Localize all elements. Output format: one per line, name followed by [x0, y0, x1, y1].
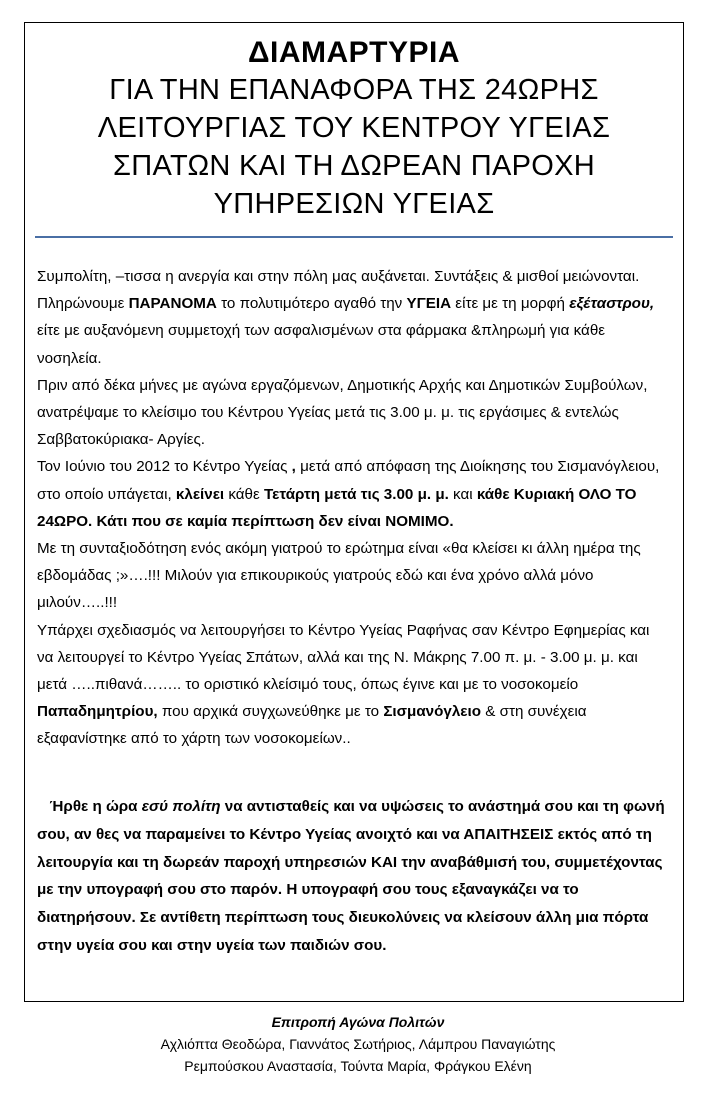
- flyer-frame: [24, 22, 684, 1002]
- paragraph-intro: Συμπολίτη, –τισσα η ανεργία και στην πόλη μας αυξάνεται. Συντάξεις & μισθοί μειώνονται. Πληρώνουμε ΠΑΡΑΝΟΜΑ το πολυτιμότερο αγαθό την ΥΓΕΙΑ είτε με τη μορφή εξέταστρου, είτε με αυξανόμενη συμμετοχή των ασφαλισμένων στα φάρμακα &πληρωμή για κάθε νοσηλεία.: [37, 268, 655, 367]
- appeal-paragraph: Ήρθε η ώρα εσύ πολίτη να αντισταθείς και να υψώσεις το ανάστημά σου και τη φωνή σου, αν θες να παραμείνει το Κέντρο Υγείας ανοιχτό και να ΑΠΑΙΤΗΣΕΙΣ εκτός από τη λειτουργία και τη δωρεάν παροχή υπηρεσιών ΚΑΙ την αναβάθμισή του, συμμετέχοντας με την υπογραφή σου στο παρόν. Η υπογραφή σου τους εξαναγκάζει να το διατηρήσουν. Σε αντίθετη περίπτωση τους διευκολύνεις να κλείσουν άλλη μια πόρτα στην υγεία σου και στην υγεία των παιδιών σου.: [37, 798, 665, 954]
- subtitle-line-1: ΓΙΑ ΤΗΝ ΕΠΑΝΑΦΟΡΑ ΤΗΣ 24ΩΡΗΣ: [109, 74, 599, 106]
- paragraph-closure: Τον Ιούνιο του 2012 το Κέντρο Υγείας , μετά από απόφαση της Διοίκησης του Σισμανόγλειου, στο οποίο υπάγεται, κλείνει κάθε Τετάρτη μετά τις 3.00 μ. μ. και κάθε Κυριακή ΟΛΟ ΤΟ 24ΩΡΟ. Κάτι που σε καμία περίπτωση δεν είναι ΝΟΜΙΜΟ.: [37, 458, 660, 530]
- paragraph-plans: Υπάρχει σχεδιασμός να λειτουργήσει το Κέντρο Υγείας Ραφήνας σαν Κέντρο Εφημερίας και να λειτουργεί το Κέντρο Υγείας Σπάτων, αλλά και της Ν. Μάκρης 7.00 π. μ. - 3.00 μ. μ. και μετά …..πιθανά…….. το οριστικό κλείσιμό τους, όπως έγινε και με το νοσοκομείο Παπαδημητρίου, που αρχικά συγχωνεύθηκε με το Σισμανόγλειο & στη συνέχεια εξαφανίστηκε από το χάρτη των νοσοκομείων..: [37, 621, 650, 748]
- title-divider: [35, 236, 673, 238]
- paragraph-history: Πριν από δέκα μήνες με αγώνα εργαζόμενων, Δημοτικής Αρχής και Δημοτικών Συμβούλων, ανατρέψαμε το κλείσιμο του Κέντρου Υγείας μετά τις 3.00 μ. μ. τις εργάσιμες & εντελώς Σαββατοκύριακα- Αργίες.: [37, 376, 648, 449]
- title-block: [25, 35, 683, 223]
- subtitle-line-2: ΛΕΙΤΟΥΡΓΙΑΣ ΤΟΥ ΚΕΝΤΡΟΥ ΥΓΕΙΑΣ: [97, 112, 611, 144]
- signatories-line-2: Ρεμπούσκου Αναστασία, Τούντα Μαρία, Φράγκου Ελένη: [184, 1058, 532, 1074]
- committee-name: Επιτροπή Αγώνα Πολιτών: [271, 1014, 445, 1030]
- subtitle-line-4: ΥΠΗΡΕΣΙΩΝ ΥΓΕΙΑΣ: [213, 188, 495, 220]
- subtitle-line-3: ΣΠΑΤΩΝ ΚΑΙ ΤΗ ΔΩΡΕΑΝ ΠΑΡΟΧΗ: [113, 150, 595, 182]
- signature-block: [0, 1011, 716, 1077]
- signatories-line-1: Αχλιόπτα Θεοδώρα, Γιαννάτος Σωτήριος, Λάμπρου Παναγιώτης: [160, 1036, 556, 1052]
- body-text: [37, 263, 669, 753]
- page-title: ΔΙΑΜΑΡΤΥΡΙΑ: [247, 36, 461, 69]
- paragraph-question: Με τη συνταξιοδότηση ενός ακόμη γιατρού το ερώτημα είναι «θα κλείσει κι άλλη ημέρα της εβδομάδας ;»….!!! Μιλούν για επικουρικούς γιατρούς εδώ και ένα χρόνο αλλά μόνο μιλούν…..!!!: [37, 540, 641, 612]
